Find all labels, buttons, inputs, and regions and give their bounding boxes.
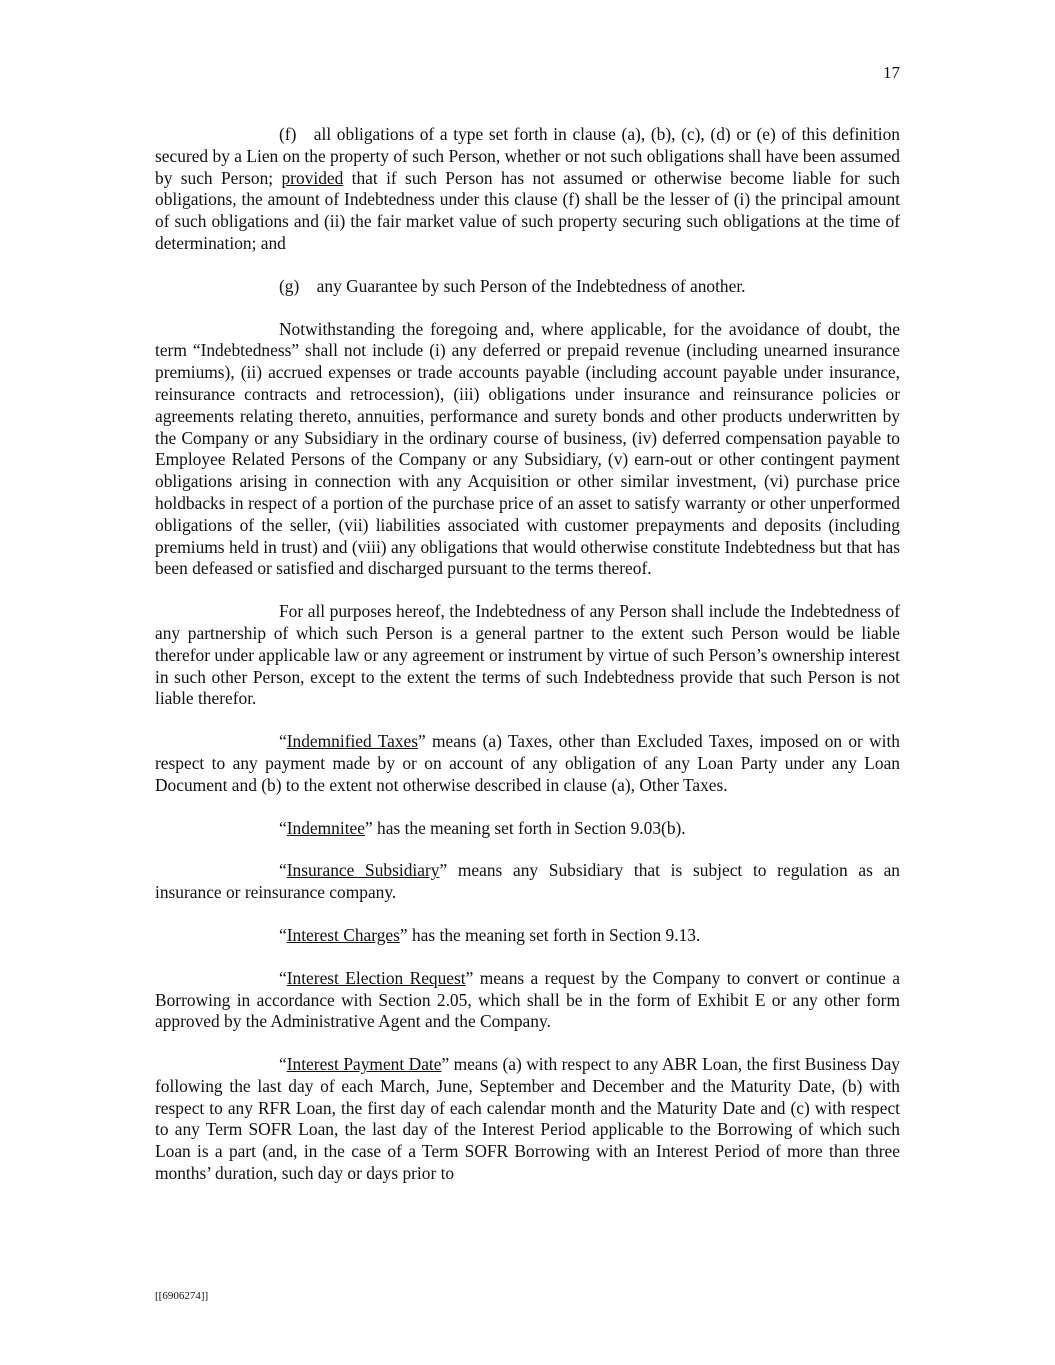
definition-interest-charges bbox=[155, 925, 900, 947]
clause-g bbox=[155, 276, 900, 298]
page-number: 17 bbox=[883, 63, 900, 82]
open-quote: “ bbox=[279, 817, 287, 838]
definition-indemnified-taxes bbox=[155, 731, 900, 796]
definition-text-insurance-subsidiary: ” means any Subsidiary that is subject to regulation as an insurance or reinsurance company. bbox=[155, 860, 900, 903]
open-quote: “ bbox=[279, 731, 287, 752]
definition-insurance-subsidiary bbox=[155, 860, 900, 904]
clause-f-text-2: that if such Person has not assumed or otherwise become liable for such obligations, the amount of Indebtedness under this clause (f) shall be the lesser of (i) the principal amount of such obligations and (ii) the fair market value of such property securing such obligations at the time of determination; and bbox=[155, 167, 900, 253]
definition-text-interest-charges: ” has the meaning set forth in Section 9.13. bbox=[399, 924, 701, 945]
definition-text-interest-election-request: ” means a request by the Company to convert or continue a Borrowing in accordance with Section 2.05, which shall be in the form of Exhibit E or any other form approved by the Administrative Agent and the Company. bbox=[155, 967, 900, 1032]
notwithstanding-paragraph bbox=[155, 319, 900, 581]
clause-g-text: (g) any Guarantee by such Person of the Indebtedness of another. bbox=[279, 275, 746, 296]
defined-term-indemnitee: Indemnitee bbox=[286, 817, 365, 838]
open-quote: “ bbox=[279, 1054, 287, 1075]
defined-term-indemnified-taxes: Indemnified Taxes bbox=[286, 731, 418, 752]
defined-term-interest-election-request: Interest Election Request bbox=[286, 967, 466, 988]
definition-text-indemnitee: ” has the meaning set forth in Section 9.03(b). bbox=[364, 817, 686, 838]
open-quote: “ bbox=[279, 860, 287, 881]
for-all-purposes-paragraph bbox=[155, 601, 900, 710]
provided-term: provided bbox=[281, 167, 344, 188]
definition-text-indemnified-taxes: ” means (a) Taxes, other than Excluded Taxes, imposed on or with respect to any payment made by or on account of any obligation of any Loan Party under any Loan Document and (b) to the extent not otherwise described in clause (a), Other Taxes. bbox=[155, 731, 900, 795]
open-quote: “ bbox=[279, 967, 287, 988]
definition-interest-payment-date bbox=[155, 1054, 900, 1185]
document-body bbox=[155, 124, 900, 1206]
defined-term-insurance-subsidiary: Insurance Subsidiary bbox=[286, 860, 440, 881]
clause-f-text-1: (f) all obligations of a type set forth in clause (a), (b), (c), (d) or (e) of this definition secured by a Lien on the property of such Person, whether or not such obligations shall have been assumed by such Person; bbox=[155, 124, 900, 188]
notwithstanding-text: Notwithstanding the foregoing and, where applicable, for the avoidance of doubt, the term “Indebtedness” shall not include (i) any deferred or prepaid revenue (including unearned insurance premiums), (ii) accrued expenses or trade accounts payable (including account payable under insurance, reinsurance contracts and retrocession), (iii) obligations under insurance and reinsurance policies or agreements relating thereto, annuities, performance and surety bonds and other products underwritten by the Company or any Subsidiary in the ordinary course of business, (iv) deferred compensation payable to Employee Related Persons of the Company or any Subsidiary, (v) earn-out or other contingent payment obligations arising in connection with any Acquisition or other similar investment, (vi) purchase price holdbacks in respect of a portion of the purchase price of an asset to satisfy warranty or other unperformed obligations of the seller, (vii) liabilities associated with customer prepayments and deposits (including premiums held in trust) and (viii) any obligations that would otherwise constitute Indebtedness but that has been defeased or satisfied and discharged pursuant to the terms thereof. bbox=[155, 318, 900, 579]
clause-f bbox=[155, 124, 900, 255]
defined-term-interest-charges: Interest Charges bbox=[286, 924, 400, 945]
defined-term-interest-payment-date: Interest Payment Date bbox=[286, 1054, 442, 1075]
definition-indemnitee bbox=[155, 818, 900, 840]
document-id-footer: [[6906274]] bbox=[155, 1290, 209, 1302]
for-all-purposes-text: For all purposes hereof, the Indebtedness of any Person shall include the Indebtedness of any partnership of which such Person is a general partner to the extent such Person would be liable therefor under applicable law or any agreement or instrument by virtue of such Person’s ownership interest in such other Person, except to the extent the terms of such Indebtedness provide that such Person is not liable therefor. bbox=[155, 601, 900, 709]
definition-interest-election-request bbox=[155, 968, 900, 1033]
open-quote: “ bbox=[279, 924, 287, 945]
definition-text-interest-payment-date: ” means (a) with respect to any ABR Loan, the first Business Day following the last day of each March, June, September and December and the Maturity Date, (b) with respect to any RFR Loan, the first day of each calendar month and the Maturity Date and (c) with respect to any Term SOFR Loan, the last day of the Interest Period applicable to the Borrowing of which such Loan is a part (and, in the case of a Term SOFR Borrowing with an Interest Period of more than three months’ duration, such day or days prior to bbox=[155, 1054, 901, 1184]
